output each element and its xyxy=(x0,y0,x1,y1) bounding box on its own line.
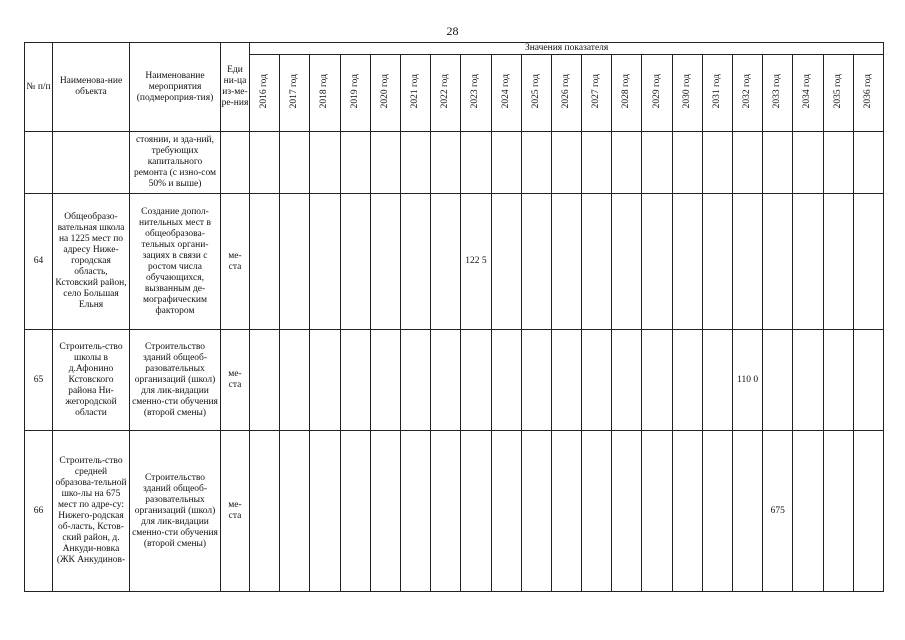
header-year xyxy=(461,55,491,132)
row-object-text xyxy=(53,162,129,164)
value-cell xyxy=(733,431,763,592)
year-label: 2017 год xyxy=(289,73,300,109)
value-cell xyxy=(491,330,521,431)
value-cell-text xyxy=(310,510,339,512)
value-cell-text xyxy=(522,510,551,512)
value-cell xyxy=(763,194,793,330)
value-cell-text xyxy=(793,162,822,164)
value-cell-text xyxy=(492,261,521,263)
year-label: 2019 год xyxy=(349,73,360,109)
value-cell xyxy=(250,132,280,194)
value-cell-text xyxy=(582,379,611,381)
row-unit xyxy=(221,194,250,330)
value-cell-text xyxy=(461,379,490,381)
value-cell-text xyxy=(250,162,279,164)
value-cell-text xyxy=(552,162,581,164)
value-cell-text: 110 0 xyxy=(737,374,759,385)
header-year xyxy=(431,55,461,132)
value-cell-text xyxy=(310,261,339,263)
value-cell-text xyxy=(612,379,641,381)
value-cell-text xyxy=(582,510,611,512)
value-cell xyxy=(793,431,823,592)
page-number: 28 xyxy=(446,24,459,38)
value-cell xyxy=(642,431,672,592)
value-cell-text xyxy=(582,261,611,263)
value-cell xyxy=(672,132,702,194)
value-cell xyxy=(340,132,370,194)
value-cell-text xyxy=(703,162,732,164)
value-cell xyxy=(340,431,370,592)
value-cell xyxy=(400,194,430,330)
value-cell xyxy=(280,431,310,592)
value-cell xyxy=(461,431,491,592)
value-cell-text xyxy=(642,379,671,381)
year-label: 2030 год xyxy=(681,73,692,109)
value-cell-text xyxy=(703,379,732,381)
value-cell-text xyxy=(280,379,309,381)
value-cell-text xyxy=(431,162,460,164)
value-cell-text xyxy=(793,379,822,381)
value-cell xyxy=(521,330,551,431)
value-cell-text xyxy=(431,379,460,381)
value-cell xyxy=(612,330,642,431)
value-cell-text xyxy=(552,261,581,263)
value-cell-text xyxy=(401,510,430,512)
value-cell xyxy=(280,194,310,330)
value-cell xyxy=(370,431,400,592)
header-unit: Еди ни-ца из-ме-ре-ния xyxy=(221,43,250,132)
value-cell xyxy=(521,132,551,194)
year-label: 2018 год xyxy=(319,73,330,109)
value-cell-text xyxy=(371,162,400,164)
row-event-text: Создание допол-нительных мест в общеобразова-тельных органи-зациях в связи с ростом числа обучающихся, вызванным де-мографическим фактором xyxy=(139,206,211,316)
value-cell xyxy=(612,194,642,330)
year-label: 2025 год xyxy=(530,73,541,109)
header-year xyxy=(551,55,581,132)
header-year xyxy=(763,55,793,132)
row-object xyxy=(53,132,130,194)
header-year xyxy=(672,55,702,132)
value-cell-text: 122 5 xyxy=(465,256,487,266)
value-cell-text xyxy=(401,261,430,263)
value-cell-text xyxy=(461,510,490,512)
value-cell-text xyxy=(341,162,370,164)
value-cell-text xyxy=(854,379,884,381)
value-cell xyxy=(551,431,581,592)
value-cell-text: 675 xyxy=(770,505,785,516)
value-cell xyxy=(612,431,642,592)
value-cell-text xyxy=(854,261,884,263)
row-event xyxy=(130,132,221,194)
value-cell xyxy=(400,132,430,194)
value-cell xyxy=(642,330,672,431)
header-year xyxy=(823,55,853,132)
value-cell xyxy=(733,132,763,194)
year-label: 2027 год xyxy=(591,73,602,109)
value-cell-text xyxy=(763,379,792,381)
year-label: 2026 год xyxy=(560,73,571,109)
value-cell-text xyxy=(371,261,400,263)
header-year xyxy=(310,55,340,132)
value-cell xyxy=(280,132,310,194)
value-cell xyxy=(370,330,400,431)
value-cell xyxy=(400,330,430,431)
value-cell xyxy=(823,132,853,194)
value-cell-text xyxy=(431,510,460,512)
value-cell-text xyxy=(763,261,792,263)
value-cell xyxy=(491,194,521,330)
row-unit xyxy=(221,330,250,431)
value-cell xyxy=(793,330,823,431)
value-cell-text xyxy=(341,510,370,512)
row-num-text: 64 xyxy=(33,256,44,266)
value-cell xyxy=(551,194,581,330)
value-cell xyxy=(310,330,340,431)
value-cell xyxy=(461,330,491,431)
row-event xyxy=(130,194,221,330)
value-cell xyxy=(763,132,793,194)
value-cell-text xyxy=(552,510,581,512)
value-cell-text xyxy=(673,379,702,381)
value-cell-text xyxy=(854,510,884,512)
year-label: 2028 год xyxy=(621,73,632,109)
header-year xyxy=(733,55,763,132)
value-cell-text xyxy=(431,261,460,263)
row-event xyxy=(130,330,221,431)
value-cell xyxy=(672,431,702,592)
value-cell xyxy=(702,132,732,194)
value-cell-text xyxy=(642,261,671,263)
value-cell xyxy=(582,132,612,194)
row-unit-text xyxy=(221,162,249,164)
value-cell-text xyxy=(612,162,641,164)
row-object-text: Строитель-ство школы в д.Афонино Кстовского района Ни-жегородской области xyxy=(59,341,123,418)
value-cell-text xyxy=(673,510,702,512)
value-cell xyxy=(763,431,793,592)
year-label: 2031 год xyxy=(711,73,722,109)
header-year xyxy=(853,55,884,132)
value-cell-text xyxy=(854,162,884,164)
row-unit xyxy=(221,132,250,194)
value-cell xyxy=(431,194,461,330)
row-object xyxy=(53,194,130,330)
value-cell xyxy=(672,194,702,330)
row-event xyxy=(130,431,221,592)
value-cell xyxy=(250,330,280,431)
row-num xyxy=(25,194,53,330)
value-cell xyxy=(582,330,612,431)
value-cell xyxy=(853,330,884,431)
header-year xyxy=(702,55,732,132)
value-cell-text xyxy=(492,510,521,512)
year-label: 2022 год xyxy=(440,73,451,109)
value-cell-text xyxy=(703,510,732,512)
header-year xyxy=(793,55,823,132)
value-cell xyxy=(461,132,491,194)
value-cell-text xyxy=(522,162,551,164)
row-object xyxy=(53,431,130,592)
value-cell xyxy=(491,132,521,194)
row-object-text: Общеобразо-вательная школа на 1225 мест по адресу Ниже-городская область, Кстовский район, село Большая Ельня xyxy=(55,212,127,310)
value-cell xyxy=(642,132,672,194)
row-num xyxy=(25,132,53,194)
value-cell-text xyxy=(673,261,702,263)
value-cell xyxy=(612,132,642,194)
value-cell xyxy=(521,194,551,330)
table-row xyxy=(25,194,884,330)
value-cell-text xyxy=(461,162,490,164)
value-cell-text xyxy=(763,162,792,164)
value-cell xyxy=(551,132,581,194)
row-num xyxy=(25,431,53,592)
value-cell-text xyxy=(793,261,822,263)
row-event-text: Строительство зданий общеоб-разовательных организаций (школ) для лик-видации сменно-сти обучения (второй смены) xyxy=(132,341,218,418)
row-object-text: Строитель-ство средней образова-тельной шко-лы на 675 мест по адре-су: Нижего-родская об-ласть, Кстов-ский район, д. Анкуди-новка (ЖК Анкудинов- xyxy=(55,456,127,565)
value-cell xyxy=(400,431,430,592)
value-cell-text xyxy=(341,379,370,381)
value-cell-text xyxy=(522,261,551,263)
year-label: 2024 год xyxy=(500,73,511,109)
header-year xyxy=(370,55,400,132)
year-label: 2034 год xyxy=(802,73,813,109)
table-row xyxy=(25,431,884,592)
header-object: Наименова-ние объекта xyxy=(53,43,130,132)
row-num xyxy=(25,330,53,431)
value-cell-text xyxy=(371,510,400,512)
value-cell-text xyxy=(250,510,279,512)
value-cell xyxy=(793,194,823,330)
value-cell xyxy=(370,132,400,194)
row-unit-text: ме-ста xyxy=(228,500,242,521)
value-cell xyxy=(431,330,461,431)
value-cell xyxy=(823,194,853,330)
header-year xyxy=(612,55,642,132)
value-cell-text xyxy=(280,510,309,512)
value-cell-text xyxy=(341,261,370,263)
indicators-table xyxy=(24,42,884,592)
header-year xyxy=(250,55,280,132)
value-cell xyxy=(642,194,672,330)
value-cell-text xyxy=(250,379,279,381)
value-cell xyxy=(763,330,793,431)
row-num-text: 66 xyxy=(33,505,44,516)
header-year xyxy=(280,55,310,132)
value-cell-text xyxy=(642,162,671,164)
value-cell-text xyxy=(492,162,521,164)
value-cell-text xyxy=(824,261,853,263)
value-cell-text xyxy=(612,510,641,512)
value-cell xyxy=(733,194,763,330)
row-num-text: 65 xyxy=(33,374,44,385)
value-cell xyxy=(823,431,853,592)
header-year xyxy=(400,55,430,132)
value-cell xyxy=(733,330,763,431)
value-cell-text xyxy=(733,510,762,512)
value-cell-text xyxy=(733,162,762,164)
value-cell-text xyxy=(824,379,853,381)
value-cell xyxy=(310,194,340,330)
value-cell-text xyxy=(401,379,430,381)
value-cell xyxy=(702,431,732,592)
value-cell-text xyxy=(642,510,671,512)
year-label: 2032 год xyxy=(742,73,753,109)
row-event-text: Строительство зданий общеоб-разовательных организаций (школ) для лик-видации сменно-сти обучения (второй смены) xyxy=(132,472,218,549)
value-cell xyxy=(310,431,340,592)
value-cell xyxy=(310,132,340,194)
value-cell xyxy=(461,194,491,330)
row-event-text: стоянии, и зда-ний, требующих капитального ремонта (с изно-сом 50% и выше) xyxy=(133,135,217,189)
value-cell xyxy=(340,194,370,330)
value-cell-text xyxy=(280,261,309,263)
year-label: 2029 год xyxy=(651,73,662,109)
table-row xyxy=(25,330,884,431)
header-values: Значения показателя xyxy=(250,43,884,55)
value-cell xyxy=(250,431,280,592)
value-cell xyxy=(280,330,310,431)
value-cell xyxy=(702,194,732,330)
value-cell-text xyxy=(280,162,309,164)
header-year xyxy=(521,55,551,132)
value-cell xyxy=(340,330,370,431)
row-unit xyxy=(221,431,250,592)
table-row xyxy=(25,132,884,194)
value-cell xyxy=(250,194,280,330)
year-label: 2023 год xyxy=(470,73,481,109)
header-year xyxy=(340,55,370,132)
year-label: 2016 год xyxy=(259,73,270,109)
value-cell xyxy=(853,194,884,330)
header-year xyxy=(491,55,521,132)
header-year xyxy=(642,55,672,132)
value-cell xyxy=(370,194,400,330)
value-cell xyxy=(582,431,612,592)
value-cell-text xyxy=(371,379,400,381)
row-unit-text: ме-ста xyxy=(228,369,242,390)
value-cell xyxy=(702,330,732,431)
value-cell-text xyxy=(401,162,430,164)
year-label: 2036 год xyxy=(863,73,873,109)
header-year xyxy=(582,55,612,132)
value-cell-text xyxy=(673,162,702,164)
value-cell-text xyxy=(310,379,339,381)
value-cell xyxy=(521,431,551,592)
value-cell xyxy=(491,431,521,592)
value-cell xyxy=(672,330,702,431)
row-unit-text: ме-ста xyxy=(228,250,242,272)
value-cell-text xyxy=(824,510,853,512)
header-event: Наименование мероприятия (подмероприя-тия) xyxy=(130,43,221,132)
value-cell-text xyxy=(612,261,641,263)
value-cell-text xyxy=(492,379,521,381)
value-cell xyxy=(431,132,461,194)
value-cell xyxy=(793,132,823,194)
value-cell-text xyxy=(793,510,822,512)
value-cell-text xyxy=(552,379,581,381)
value-cell-text xyxy=(310,162,339,164)
year-label: 2033 год xyxy=(772,73,783,109)
year-label: 2021 год xyxy=(410,73,421,109)
value-cell-text xyxy=(522,379,551,381)
value-cell-text xyxy=(582,162,611,164)
header-num: № п/п xyxy=(25,43,53,132)
row-object xyxy=(53,330,130,431)
value-cell-text xyxy=(250,261,279,263)
value-cell xyxy=(582,194,612,330)
value-cell xyxy=(823,330,853,431)
value-cell xyxy=(431,431,461,592)
value-cell xyxy=(853,132,884,194)
year-label: 2035 год xyxy=(832,73,843,109)
value-cell-text xyxy=(824,162,853,164)
year-label: 2020 год xyxy=(379,73,390,109)
value-cell xyxy=(853,431,884,592)
row-num-text xyxy=(25,162,52,164)
value-cell-text xyxy=(733,261,762,263)
value-cell xyxy=(551,330,581,431)
value-cell-text xyxy=(703,261,732,263)
